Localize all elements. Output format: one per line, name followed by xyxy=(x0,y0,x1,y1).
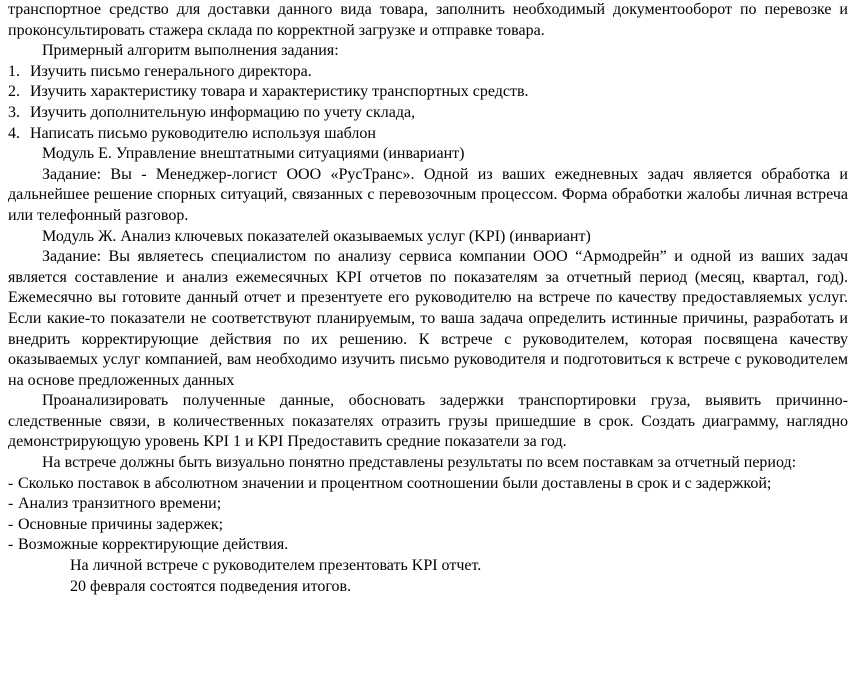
intro-paragraph: транспортное средство для доставки данного вида товара, заполнить необходимый документооборот по перевозке и проконсультировать стажера склада по корректной загрузке и отправке товара. xyxy=(8,1,848,39)
module-e-task: Задание: Вы - Менеджер-логист ООО «РусТранс». Одной из ваших ежедневных задач является обработка и дальнейшее решение спорных ситуаций, связанных с перевозочным процессом. Форма обработки жалобы личная встреча или телефонный разговор. xyxy=(8,165,848,224)
list-item-text: Написать письмо руководителю используя шаблон xyxy=(30,124,376,142)
bullet-dash: - xyxy=(8,515,14,533)
list-item-number: 4. xyxy=(8,124,20,142)
module-e-title: Модуль Е. Управление внештатными ситуациями (инвариант) xyxy=(42,145,465,163)
list-item-number: 3. xyxy=(8,103,20,121)
list-item xyxy=(8,535,848,556)
module-zh-title: Модуль Ж. Анализ ключевых показателей оказываемых услуг (KPI) (инвариант) xyxy=(42,227,591,245)
bullet-dash: - xyxy=(8,495,14,513)
bullet-list xyxy=(8,474,848,556)
closing-line-report: На личной встрече с руководителем презентовать KPI отчет. xyxy=(70,557,482,575)
list-item xyxy=(8,494,848,515)
list-item-text: Изучить дополнительную информацию по учету склада, xyxy=(30,103,416,121)
list-item xyxy=(8,103,848,124)
list-item xyxy=(8,62,848,83)
list-item-number: 2. xyxy=(8,83,20,101)
list-item xyxy=(8,124,848,145)
list-item xyxy=(8,82,848,103)
list-item-text: Анализ транзитного времени; xyxy=(18,495,222,513)
module-zh-task: Задание: Вы являетесь специалистом по анализу сервиса компании ООО “Армодрейн” и одной из ваших задач является составление и анализ ежемесячных KPI отчетов по показателям за отчетный период (месяц, квартал, год). Ежемесячно вы готовите данный отчет и презентуете его руководителю на встрече по качеству предоставляемых услуг. Если какие-то показатели не соответствуют планируемым, то ваша задача определить истинные причины, разработать и внедрить корректирующие действия по их решению. К встрече с руководителем, которая посвящена качеству оказываемых услуг компанией, вам необходимо изучить письмо руководителя и подготовиться к встрече с руководителем на основе предложенных данных xyxy=(8,248,848,389)
module-zh-analysis: Проанализировать полученные данные, обосновать задержки транспортировки груза, выявить причинно-следственные связи, в количественных показателях отразить грузы пришедшие в срок. Создать диаграмму, наглядно демонстрирующую уровень KPI 1 и KPI Предоставить средние показатели за год. xyxy=(8,392,848,451)
bullet-dash: - xyxy=(8,536,14,554)
algorithm-heading: Примерный алгоритм выполнения задания: xyxy=(42,42,339,60)
list-item-text: Возможные корректирующие действия. xyxy=(18,536,289,554)
list-item xyxy=(8,474,848,495)
module-zh-meeting: На встрече должны быть визуально понятно представлены результаты по всем поставкам за отчетный период: xyxy=(42,454,797,472)
list-item xyxy=(8,515,848,536)
list-item-text: Основные причины задержек; xyxy=(18,515,224,533)
closing-line-date: 20 февраля состоятся подведения итогов. xyxy=(70,577,352,595)
list-item-text: Изучить письмо генерального директора. xyxy=(30,62,312,80)
algorithm-list xyxy=(8,62,848,144)
bullet-dash: - xyxy=(8,474,14,492)
list-item-number: 1. xyxy=(8,62,20,80)
list-item-text: Сколько поставок в абсолютном значении и процентном соотношении были доставлены в срок и с задержкой; xyxy=(18,474,772,492)
list-item-text: Изучить характеристику товара и характеристику транспортных средств. xyxy=(30,83,529,101)
